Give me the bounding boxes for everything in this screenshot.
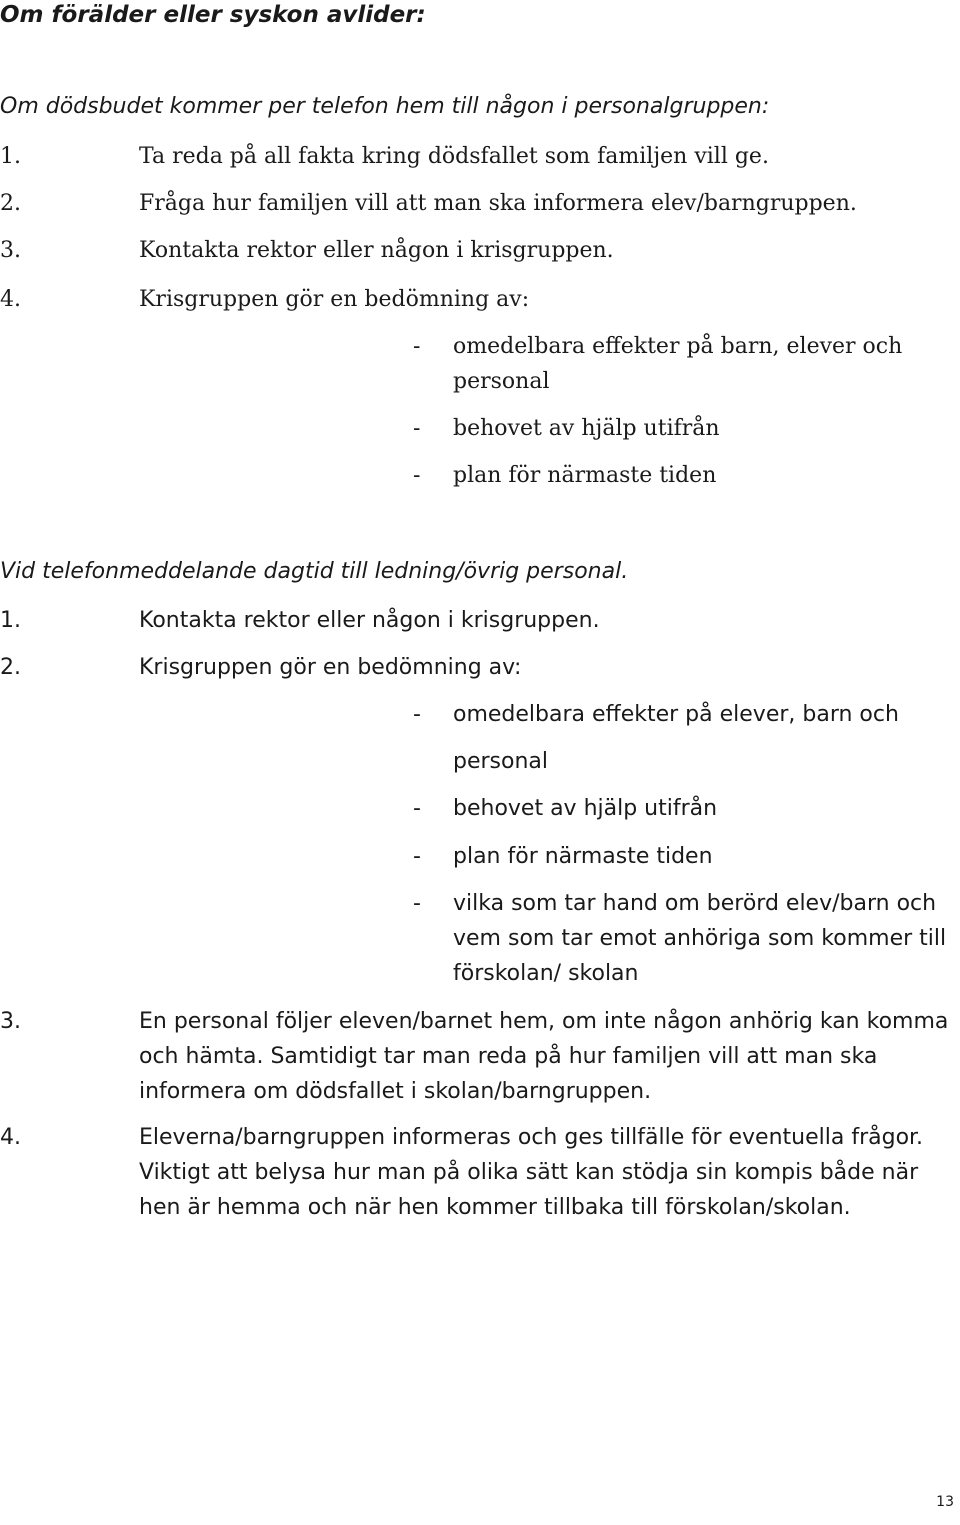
bullet-dash: - xyxy=(413,796,421,821)
section2-intro: Vid telefonmeddelande dagtid till ledning/övrig personal. xyxy=(0,559,629,584)
bullet-dash: - xyxy=(413,463,421,488)
item-text: Krisgruppen gör en bedömning av: xyxy=(139,287,530,312)
section1-intro: Om dödsbudet kommer per telefon hem till någon i personalgruppen: xyxy=(0,94,770,119)
bullet-text-line2: personal xyxy=(453,369,550,394)
bullet-text: behovet av hjälp utifrån xyxy=(453,416,720,441)
item-text: Fråga hur familjen vill att man ska informera elev/barngruppen. xyxy=(139,191,857,216)
bullet-dash: - xyxy=(413,334,421,359)
item-number: 1. xyxy=(0,144,21,169)
bullet-text: vilka som tar hand om berörd elev/barn och vem som tar emot anhöriga som kommer till förskolan/ skolan xyxy=(453,891,947,986)
page-heading: Om förälder eller syskon avlider: xyxy=(0,2,426,28)
item-number: 2. xyxy=(0,191,21,216)
item-number: 2. xyxy=(0,655,21,680)
bullet-text-line2: personal xyxy=(453,749,549,774)
bullet-text-line1: omedelbara effekter på barn, elever och xyxy=(453,334,903,359)
item-number: 3. xyxy=(0,1009,21,1034)
bullet-dash: - xyxy=(413,702,421,727)
bullet-dash: - xyxy=(413,416,421,441)
bullet-dash: - xyxy=(413,891,421,916)
item-text: Ta reda på all fakta kring dödsfallet som familjen vill ge. xyxy=(139,144,769,169)
bullet-text: plan för närmaste tiden xyxy=(453,844,713,869)
item-text: Kontakta rektor eller någon i krisgruppen. xyxy=(139,608,600,633)
bullet-text-line1: omedelbara effekter på elever, barn och xyxy=(453,702,899,727)
item-number: 3. xyxy=(0,238,21,263)
item-text: Kontakta rektor eller någon i krisgruppen. xyxy=(139,238,614,263)
bullet-text: plan för närmaste tiden xyxy=(453,463,717,488)
bullet-text: behovet av hjälp utifrån xyxy=(453,796,718,821)
bullet-dash: - xyxy=(413,844,421,869)
item-number: 1. xyxy=(0,608,21,633)
item-text: Eleverna/barngruppen informeras och ges tillfälle för eventuella frågor. Viktigt att belysa hur man på olika sätt kan stödja sin kompis både när hen är hemma och när hen kommer tillbaka till förskolan/skolan. xyxy=(139,1125,924,1220)
item-text: Krisgruppen gör en bedömning av: xyxy=(139,655,522,680)
item-number: 4. xyxy=(0,1125,21,1150)
item-number: 4. xyxy=(0,287,21,312)
item-text: En personal följer eleven/barnet hem, om inte någon anhörig kan komma och hämta. Samtidigt tar man reda på hur familjen vill att man ska informera om dödsfallet i skolan/barngruppen. xyxy=(139,1009,949,1104)
page-number: 13 xyxy=(936,1494,954,1510)
